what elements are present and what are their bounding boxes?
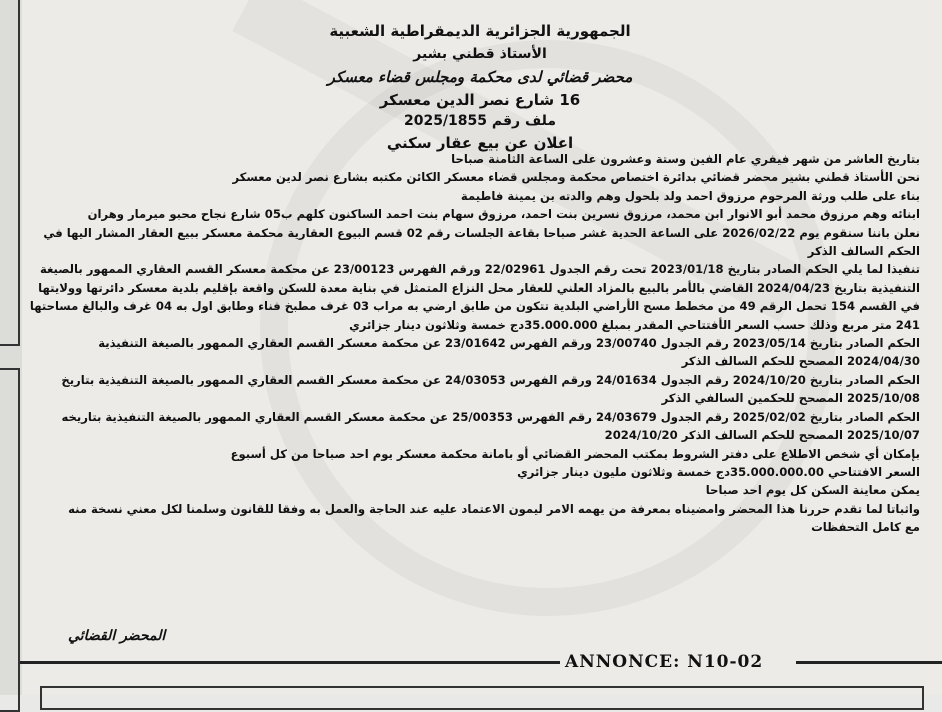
body-line: الحكم الصادر بتاريخ 2023/05/14 رقم الجدول 23/00740 ورقم الفهرس 23/01642 عن محكمة معسكر القسم العقاري الممهور بالصيغة التنفيذية 2024/04/30 المصحح للحكم السالف الذكر (98, 336, 920, 369)
body-line: السعر الافتتاحي 35.000.000.00دج خمسة وثلاثون مليون دينار جزائري (517, 464, 920, 479)
next-ad-frame (40, 686, 924, 710)
body-line: الحكم الصادر بتاريخ 2024/10/20 رقم الجدول 24/01634 ورقم الفهرس 24/03053 عن محكمة معسكر القسم العقاري الممهور بالصيغة التنفيذية بتاريخ 2025/10/08 المصحح للحكمين السالفي الذكر (61, 372, 920, 406)
body-line: بناء على طلب ورثة المرحوم مرزوق احمد ولد بلحول وهم والدته بن يمينة فاطيمة (460, 188, 920, 203)
body-line: يمكن معاينة السكن كل يوم احد صباحا (705, 483, 920, 498)
body-line: مع كامل التحفظات (811, 520, 920, 535)
signature-label: المحضر القضائي (68, 628, 166, 644)
annonce-number: ANNONCE: N10-02 (565, 652, 764, 672)
body-line: بتاريخ العاشر من شهر فيفري عام الفين وستة وعشرون على الساعة الثامنة صباحا (451, 152, 920, 166)
body-line: واثباتا لما تقدم حررنا هذا المحضر وامضيناه بمعرفة من يهمه الامر ليمون الاعتماد عليه عند الحاجة والعمل به وفقا للقانون وسلمنا لكل معني نسخة منه (68, 501, 920, 516)
header-address: 16 شارع نصر الدين معسكر (379, 91, 581, 109)
body-line: نعلن باننا سنقوم يوم 2026/02/22 على الساعة الحدية غشر صباحا بقاعة الجلسات رقم 02 قسم البيوع العقارية محكمة معسكر ببيع العقار المشار اليها في الحكم السالف الذكر (43, 225, 920, 259)
annonce-rule-right (796, 661, 942, 664)
body-line: ابنائه وهم مرزوق محمد أبو الانوار ابن محمد، مرزوق نسرين بنت احمد، مرزوق سهام بنت احمد الساكنون كلهم ب05 شارع نجاح محبو ميرمار وهران (87, 207, 920, 222)
header-bailiff-title: محضر قضائي لدى محكمة ومجلس قضاء معسكر (327, 68, 633, 86)
left-frame-bottom (0, 368, 20, 712)
body-line: تنفيذا لما يلي الحكم الصادر بتاريخ 2023/01/18 تحت رقم الجدول 22/02961 ورقم الفهرس 23/00123 عن محكمة معسكر القسم العقاري الممهور بالصيغة التنفيذية بتاريخ 2024/04/23 القاضي بالأمر بالبيع بالمزاد العلني للعقار محل النزاع المتمثل في بناية معدة للسكن واقعة بإقليم بلدية معسكر دائرتها وولايتها في القسم 154 تحمل الرقم 49 من مخطط مسح الأراضي البلدية تتكون من طابق ارضي به مراب 03 غرف مطبخ فناء وطابق اول به 04 غرف والبالغ مساحتها 241 متر مربع وذلك حسب السعر الأفتتاحي المقدر بمبلغ 35.000.000دج خمسة وثلاثون دينار جزائري (29, 262, 920, 332)
header-announcement-title: اعلان عن بيع عقار سكني (386, 134, 574, 152)
body-line: بإمكان أي شخص الاطلاع على دفتر الشروط بمكتب المحضر القضائي أو بامانة محكمة معسكر يوم احد صباحا من كل أسبوع (230, 446, 920, 461)
header-bailiff-name: الأستاذ قطني بشير (413, 46, 547, 62)
annonce-rule-left (20, 661, 560, 664)
body-line: الحكم الصادر بتاريخ 2025/02/02 رقم الجدول 24/03679 رقم الفهرس 25/00353 عن محكمة معسكر القسم العقاري الممهور بالصيغة التنفيذية بتاريخه 2025/10/07 المصحح للحكم السالف الذكر 2024/10/20 (61, 409, 920, 443)
header-republic: الجمهورية الجزائرية الديمقراطية الشعبية (329, 22, 631, 40)
announcement-body (28, 150, 920, 537)
left-frame-top (0, 0, 20, 346)
body-line: نحن الأستاذ قطني بشير محضر قضائي بدائرة اختصاص محكمة ومجلس قضاء معسكر الكائن مكتبه بشارع نصر لدين معسكر (232, 170, 920, 185)
header-file-number: ملف رقم 2025/1855 (403, 113, 557, 129)
